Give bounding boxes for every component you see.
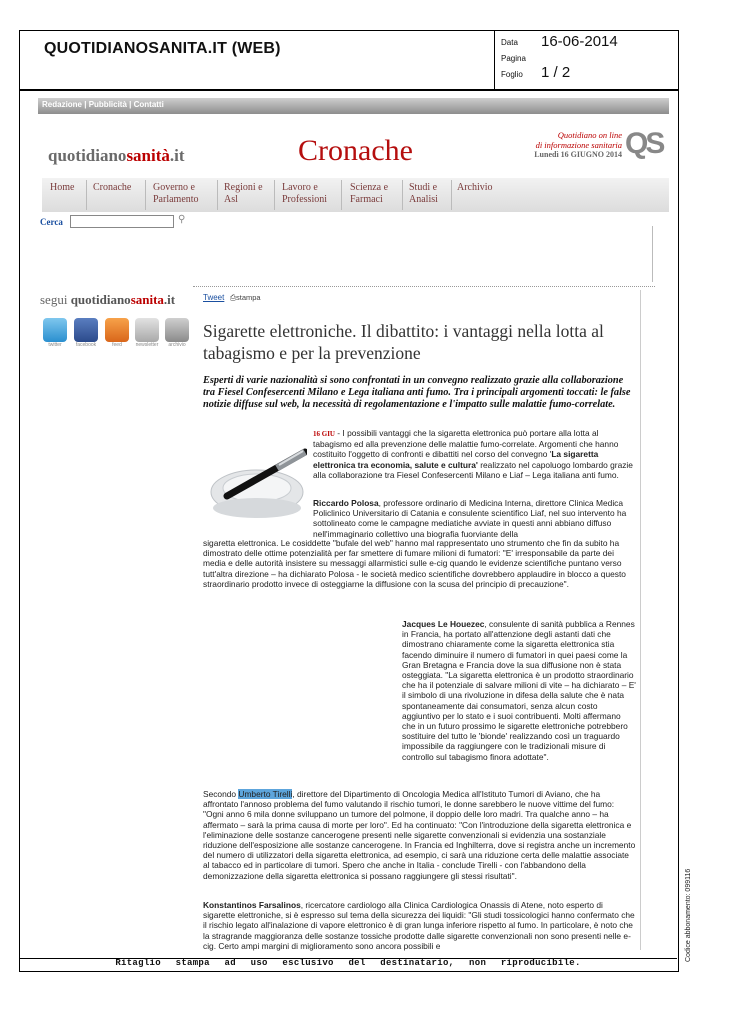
menu-item-cronache[interactable]: Cronache [93, 182, 132, 193]
foglio-value: 1 / 2 [541, 64, 571, 81]
archive-icon[interactable] [165, 318, 189, 342]
search-icon[interactable]: ⚲ [178, 214, 186, 225]
paragraph-5 [203, 900, 637, 951]
tagline-line: Quotidiano on line [557, 130, 622, 140]
tweet-link[interactable]: Tweet [203, 293, 225, 302]
paragraph-4 [203, 789, 637, 881]
dotted-divider [193, 286, 655, 287]
tagline-line: di informazione sanitaria [535, 140, 622, 150]
highlighted-name: Umberto Tirelli [238, 789, 293, 799]
site-logo[interactable] [48, 146, 185, 166]
logo-part: sanità [126, 146, 170, 165]
menu-item-home[interactable]: Home [50, 182, 75, 193]
logo-part: quotidiano [48, 146, 127, 165]
social-label: newsletter [135, 342, 159, 348]
social-label: archivio [168, 342, 186, 348]
article-date: 16 GIU [313, 430, 335, 438]
menu-separator [451, 180, 452, 210]
search-label: Cerca [40, 217, 63, 227]
data-label: Data [501, 38, 518, 47]
pagina-label: Pagina [501, 54, 526, 63]
social-label: feed [112, 342, 122, 348]
menu-item-studi[interactable]: Studi e Analisi [409, 182, 438, 205]
speaker-name: Konstantinos Farsalinos [203, 900, 301, 910]
paragraph-3 [402, 619, 636, 762]
menu-separator [402, 180, 403, 210]
clipping-header [19, 30, 679, 90]
qs-logo: QS [625, 127, 663, 160]
text: Secondo [203, 789, 239, 799]
text: , consulente di sanità pubblica a Rennes in Francia, ha portato all'attenzione degli astanti dati che dimostrano chiaramente come la sigaretta elettronica stia facendo diminuire il numero di fumatori in quei paesi come la Gran Bretagna e Francia dove la sua diffusione non è stata osteggiata. "La sigaretta elettronica è un prodotto straordinario che ha il potenziale di salvare milioni di vite – ha dichiarato – E' il simbolo di una rivoluzione in difesa della salute che è nata spontaneamente dai consumatori, senza alcun costo aggiuntivo per lo stato e i suoi contribuenti. Molti affermano che in un futuro prossimo le sigarette elettroniche potrebbero sostituire del tutto le 'bionde' realizzando così un traguardo impossibile da raggiungere con le tradizionali misure di controllo sul tabagismo finora adottate". [402, 619, 636, 762]
text: , direttore del Dipartimento di Oncologia Medica all'Istituto Tumori di Aviano, che ha affrontato l'annoso problema del fumo valutando il rischio tumori, le donne sarebbero le nuove vittime del fumo: "Ogni anno 6 mila donne sviluppano un tumore del polmone, il doppio delle loro madri. Tra qualche anno – ha affermato – sarà la prima causa di morte per loro". Ed ha continuato: "Con l'introduzione della sigaretta elettronica e l'eliminazione delle sostanze cancerogene presenti nelle sigarette convenzionali si evidenzia una sostanziale riduzione dell'esposizione alle sostanze cancerogene. In Francia ed Inghilterra, dove si registra anche un incremento del numero di utilizzatori della sigaretta elettronica, ad esempio, ci sarà una riduzione certa delle malattie associate al tabacco ed in particolare di tumori. Spero che anche in Italia - conclude Tirelli - con l'abbandono della demonizzazione della sigaretta elettronica si possano raggiungere gli stessi risultati". [203, 789, 636, 881]
printer-icon: ⎙ [230, 293, 236, 302]
logo-part: .it [169, 146, 185, 165]
data-value: 16-06-2014 [541, 33, 618, 50]
print-link[interactable] [230, 293, 261, 303]
top-links[interactable]: Redazione | Pubblicità | Contatti [42, 100, 164, 109]
speaker-name: Riccardo Polosa [313, 498, 379, 508]
text: realizzato nel capoluogo lombardo grazie alla collaborazione tra Fiesel Confesercenti Milano e Liaf – Lega italiana anti fumo. [313, 459, 633, 480]
main-menu [42, 178, 669, 212]
menu-separator [145, 180, 146, 210]
subscription-code: Codice abbonamento: 099116 [685, 868, 692, 962]
tagline-date: Lunedì 16 GIUGNO 2014 [534, 150, 622, 159]
section-title: Cronache [298, 134, 413, 167]
article-headline: Sigarette elettroniche. Il dibattito: i vantaggi nella lotta al tabagismo e per la prevenzione [203, 321, 604, 363]
tagline [500, 130, 622, 160]
clipping-meta [494, 31, 679, 89]
newsletter-icon[interactable] [135, 318, 159, 342]
speaker-name: Jacques Le Houezec [402, 619, 485, 629]
publication-name: QUOTIDIANOSANITA.IT (WEB) [44, 40, 281, 57]
menu-item-lavoro[interactable]: Lavoro e Professioni [282, 182, 327, 205]
footer-note: Ritaglio stampa ad uso esclusivo del destinatario, non riproducibile. [115, 958, 581, 968]
paragraph-1 [313, 428, 637, 480]
print-label: stampa [236, 293, 261, 302]
menu-separator [86, 180, 87, 210]
follow-part: segui [40, 292, 71, 307]
facebook-icon[interactable] [74, 318, 98, 342]
twitter-icon[interactable] [43, 318, 67, 342]
search-input[interactable] [70, 215, 174, 228]
menu-item-governo[interactable]: Governo e Parlamento [153, 182, 199, 205]
text: , ricercatore cardiologo alla Clinica Cardiologica Onassis di Atene, noto esperto di sigarette elettroniche, si è espresso sul tema della sicurezza dei liquidi: "Gli studi tossicologici hanno confermato che il rischio legato all'inalazione di vapore elettronico è di gran lunga inferiore rispetto al fumo. In particolare, è noto che la stragrande maggioranza delle sostanze tossiche prodotte dalle sigarette convenzionali non sono presenti nelle e-cig. Certo ampi margini di miglioramento sono ancora possibili e [203, 900, 635, 951]
article-lead: Esperti di varie nazionalità si sono confrontati in un convegno realizzato grazie alla collaborazione tra Fiesel Confesercenti Milano e Lega italiana anti fumo. Tra i principali argomenti toccati: le false notizie diffuse sul web, la necessità di regolamentazione e l'impatto sulle malattie fumo-correlate. [203, 375, 631, 410]
follow-part: sanita [130, 292, 164, 307]
paragraph-2-cont: sigaretta elettronica. Le cosiddette "bufale del web" hanno mal rappresentato uno strumento che fin da subito ha dimostrato delle ottime potenzialità per far smettere di fumare milioni di fumatori: "E' irresponsabile da parte dei media e delle autorità insistere su messaggi allarmistici sulle e-cig quando le evidenze scientifiche puntano verso tutt'altra direzione – ha dichiarato Polosa - le società medico scientifiche dovrebbero applaudire in blocco a questo straordinario prodotto invece di osteggiarne la diffusione con la scusa del principio di precauzione". [203, 538, 626, 589]
column-divider [640, 290, 641, 950]
text: , professore ordinario di Medicina Interna, direttore Clinica Medica Policlinico Universitario di Catania e consulente scientifico Liaf, nel suo intervento ha sottolineato come le campagne mediatiche avviate in questi anni abbiano diffuso nell'immaginario collettivo una biografia fuorviante della [313, 498, 627, 539]
follow-part: quotidiano [70, 292, 131, 307]
divider [652, 226, 653, 282]
follow-label [40, 292, 175, 308]
menu-item-regioni[interactable]: Regioni e Asl [224, 182, 263, 205]
paragraph-2 [313, 498, 637, 539]
social-label: twitter [48, 342, 62, 348]
menu-separator [217, 180, 218, 210]
foglio-label: Foglio [501, 70, 523, 79]
follow-part: .it [163, 292, 176, 307]
menu-item-scienza[interactable]: Scienza e Farmaci [350, 182, 389, 205]
conference-title: La sigaretta elettronica tra economia, salute e cultura' [313, 449, 599, 470]
social-label: facebook [75, 342, 97, 348]
text: - I possibili vantaggi che la sigaretta elettronica può portare alla lotta al tabagismo ed alla prevenzione delle malattie fumo-correlate. Argomenti che hanno costituito l'oggetto di confronti e dibattiti nel corso del convegno ' [313, 428, 619, 460]
menu-separator [341, 180, 342, 210]
rss-feed-icon[interactable] [105, 318, 129, 342]
ecig-photo [207, 430, 307, 530]
menu-item-archivio[interactable]: Archivio [457, 182, 493, 193]
menu-separator [274, 180, 275, 210]
